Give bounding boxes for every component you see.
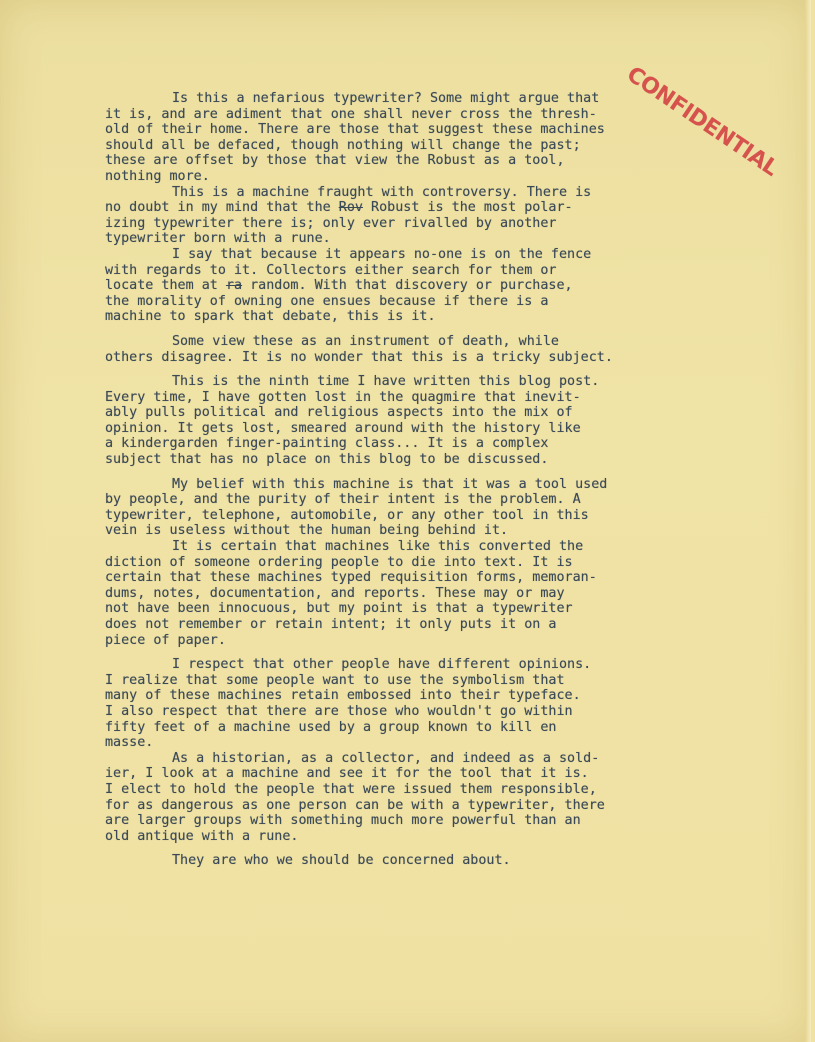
line-text: My belief with this machine is that it was a tool used — [172, 476, 608, 492]
line-text: should all be defaced, though nothing will change the past; — [105, 137, 581, 153]
text-line — [105, 231, 735, 247]
text-line — [105, 688, 735, 704]
text-line — [105, 436, 735, 452]
text-line — [105, 122, 735, 138]
struck-out-text: ra — [225, 278, 243, 294]
line-text: not have been innocuous, but my point is that a typewriter — [105, 601, 573, 617]
text-line — [105, 477, 735, 493]
line-text: fifty feet of a machine used by a group known to kill en — [105, 719, 557, 735]
text-line — [105, 216, 735, 232]
paragraph-gap — [105, 468, 735, 477]
paragraph — [105, 247, 735, 325]
line-text: They are who we should be concerned about. — [172, 853, 511, 869]
text-line — [105, 798, 735, 814]
text-line — [105, 374, 735, 390]
text-line — [105, 617, 735, 633]
line-text: dums, notes, documentation, and reports. These may or may — [105, 585, 565, 601]
paragraph — [105, 539, 735, 648]
line-text-continued: Robust is the most polar- — [362, 200, 573, 216]
line-text: nothing more. — [105, 168, 210, 184]
text-line — [105, 673, 735, 689]
line-text: It is certain that machines like this converted the — [172, 539, 584, 555]
line-text: I say that because it appears no-one is on the fence — [172, 246, 592, 262]
text-line — [105, 309, 735, 325]
text-line — [105, 263, 735, 279]
text-line — [105, 138, 735, 154]
text-line — [105, 169, 735, 185]
line-text: locate them at — [105, 278, 226, 294]
text-line — [105, 720, 735, 736]
line-text: machine to spark that debate, this is it. — [105, 309, 436, 325]
text-line — [105, 853, 735, 869]
text-line — [105, 421, 735, 437]
text-line — [105, 294, 735, 310]
text-line — [105, 751, 735, 767]
text-line — [105, 633, 735, 649]
paragraph-gap — [105, 844, 735, 853]
line-text: ier, I look at a machine and see it for the tool that it is. — [105, 766, 589, 782]
text-line — [105, 735, 735, 751]
line-text: I also respect that there are those who wouldn't go within — [105, 703, 573, 719]
line-text: Is this a nefarious typewriter? Some might argue that — [172, 91, 600, 106]
text-line — [105, 704, 735, 720]
line-text: diction of someone ordering people to die into text. It is — [105, 554, 573, 570]
line-text: many of these machines retain embossed into their typeface. — [105, 688, 581, 704]
paragraph — [105, 477, 735, 539]
paragraph — [105, 91, 735, 185]
line-text: others disagree. It is no wonder that this is a tricky subject. — [105, 349, 613, 365]
line-text: vein is useless without the human being behind it. — [105, 523, 509, 539]
text-line — [105, 278, 735, 294]
text-line — [105, 153, 735, 169]
text-line — [105, 247, 735, 263]
confidential-stamp: CONFIDENTIAL — [622, 62, 783, 182]
line-text: This is a machine fraught with controversy. There is — [172, 184, 592, 200]
line-text: certain that these machines typed requisition forms, memoran- — [105, 570, 597, 586]
text-line — [105, 570, 735, 586]
text-line — [105, 350, 735, 366]
text-line — [105, 405, 735, 421]
line-text: typewriter born with a rune. — [105, 231, 331, 247]
line-text: opinion. It gets lost, smeared around with the history like — [105, 420, 581, 436]
paragraph — [105, 374, 735, 468]
text-line — [105, 185, 735, 201]
paragraph-gap — [105, 325, 735, 334]
struck-out-text: Rov — [338, 200, 363, 216]
line-text: old antique with a rune. — [105, 828, 299, 844]
paragraph-gap — [105, 365, 735, 374]
text-line — [105, 390, 735, 406]
line-text: ably pulls political and religious aspects into the mix of — [105, 405, 573, 421]
paragraph — [105, 853, 735, 869]
text-line — [105, 555, 735, 571]
line-text: old of their home. There are those that suggest these machines — [105, 122, 605, 138]
line-text: it is, and are adiment that one shall never cross the thresh- — [105, 106, 597, 122]
line-text: Some view these as an instrument of death, while — [172, 333, 559, 349]
text-line — [105, 107, 735, 123]
paragraph-gap — [105, 648, 735, 657]
line-text: by people, and the purity of their intent is the problem. A — [105, 492, 581, 508]
paragraph — [105, 751, 735, 845]
line-text: typewriter, telephone, automobile, or any other tool in this — [105, 507, 589, 523]
text-line — [105, 766, 735, 782]
text-line — [105, 782, 735, 798]
text-line — [105, 91, 735, 107]
paragraph — [105, 657, 735, 751]
line-text: these are offset by those that view the Robust as a tool, — [105, 153, 565, 169]
line-text: izing typewriter there is; only ever rivalled by another — [105, 215, 557, 231]
line-text: does not remember or retain intent; it only puts it on a — [105, 617, 557, 632]
line-text: subject that has no place on this blog to be discussed. — [105, 452, 549, 468]
line-text: I realize that some people want to use the symbolism that — [105, 672, 565, 688]
line-text: a kindergarden finger-painting class... It is a complex — [105, 436, 549, 452]
line-text: This is the ninth time I have written this blog post. — [172, 374, 600, 390]
line-text: Every time, I have gotten lost in the quagmire that inevit- — [105, 389, 581, 405]
line-text: I elect to hold the people that were issued them responsible, — [105, 781, 597, 797]
text-line — [105, 200, 735, 216]
line-text: with regards to it. Collectors either search for them or — [105, 262, 557, 278]
text-line — [105, 523, 735, 539]
text-line — [105, 334, 735, 350]
text-line — [105, 657, 735, 673]
line-text: the morality of owning one ensues because if there is a — [105, 293, 549, 309]
typed-text-body — [105, 91, 735, 869]
line-text: for as dangerous as one person can be with a typewriter, there — [105, 797, 605, 813]
paragraph — [105, 334, 735, 365]
line-text: masse. — [105, 735, 154, 751]
text-line — [105, 452, 735, 468]
paper-edge — [805, 0, 811, 1042]
text-line — [105, 813, 735, 829]
text-line — [105, 539, 735, 555]
text-line — [105, 492, 735, 508]
line-text: no doubt in my mind that the — [105, 200, 339, 216]
line-text: As a historian, as a collector, and indeed as a sold- — [172, 750, 600, 766]
line-text: I respect that other people have different opinions. — [172, 657, 592, 673]
text-line — [105, 829, 735, 845]
paragraph — [105, 185, 735, 247]
line-text: piece of paper. — [105, 632, 226, 648]
line-text-continued: random. With that discovery or purchase, — [242, 278, 573, 294]
text-line — [105, 601, 735, 617]
line-text: are larger groups with something much more powerful than an — [105, 813, 581, 829]
text-line — [105, 586, 735, 602]
text-line — [105, 508, 735, 524]
